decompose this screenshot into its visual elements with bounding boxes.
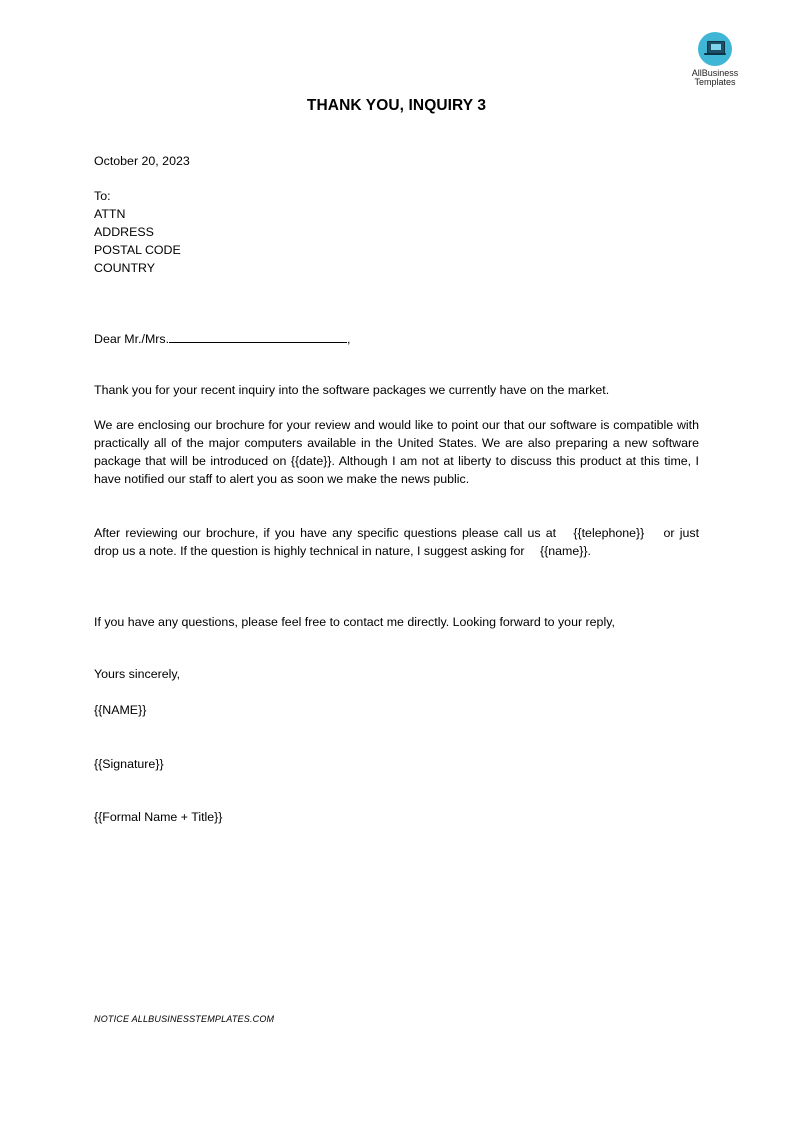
telephone-placeholder: {{telephone}}	[573, 526, 645, 540]
date-placeholder: {{date}}	[290, 454, 332, 468]
footer-notice: NOTICE ALLBUSINESSTEMPLATES.COM	[94, 1014, 275, 1024]
paragraph-3-text-b: or just drop us a note. If the question is highly technical in nature, I suggest asking for	[94, 526, 700, 558]
body-paragraph-3	[94, 524, 699, 560]
logo-text-line1: AllBusiness	[691, 68, 739, 78]
salutation-suffix: ,	[347, 332, 351, 346]
address-attn: ATTN	[94, 207, 126, 221]
address-line: ADDRESS	[94, 225, 154, 239]
address-to: To:	[94, 189, 111, 203]
letter-date: October 20, 2023	[94, 154, 190, 168]
paragraph-2-text-a: We are enclosing our brochure for your review and would like to point our that our software is compatible with practically all of the major computers available in the United States. We are also preparing a new software package that will be introduced on	[94, 418, 699, 468]
closing-sign-off: Yours sincerely,	[94, 667, 181, 681]
address-postal-code: POSTAL CODE	[94, 243, 181, 257]
salutation-name-blank[interactable]	[169, 330, 347, 343]
salutation	[94, 330, 351, 348]
paragraph-3-text-c: .	[587, 544, 591, 558]
body-paragraph-1: Thank you for your recent inquiry into the software packages we currently have on the market.	[94, 383, 610, 397]
address-country: COUNTRY	[94, 261, 156, 275]
paragraph-2-text-b: . Although I am not at liberty to discuss this product at this time, I have notified our staff to alert you as soon we make the news public.	[94, 454, 699, 486]
logo-text-line2: Templates	[694, 77, 736, 87]
closing-formal-name-placeholder: {{Formal Name + Title}}	[94, 810, 223, 824]
company-logo	[684, 32, 746, 87]
document-title: THANK YOU, INQUIRY 3	[306, 97, 487, 114]
body-paragraph-2	[94, 416, 699, 488]
paragraph-3-text-a: After reviewing our brochure, if you have any specific questions please call us at	[94, 526, 562, 540]
salutation-prefix: Dear Mr./Mrs.	[94, 332, 170, 346]
closing-name-placeholder: {{NAME}}	[94, 703, 147, 717]
closing-signature-placeholder: {{Signature}}	[94, 757, 164, 771]
laptop-icon	[698, 32, 732, 66]
name-placeholder: {{name}}	[539, 544, 588, 558]
body-paragraph-4: If you have any questions, please feel free to contact me directly. Looking forward to your reply,	[94, 615, 615, 629]
